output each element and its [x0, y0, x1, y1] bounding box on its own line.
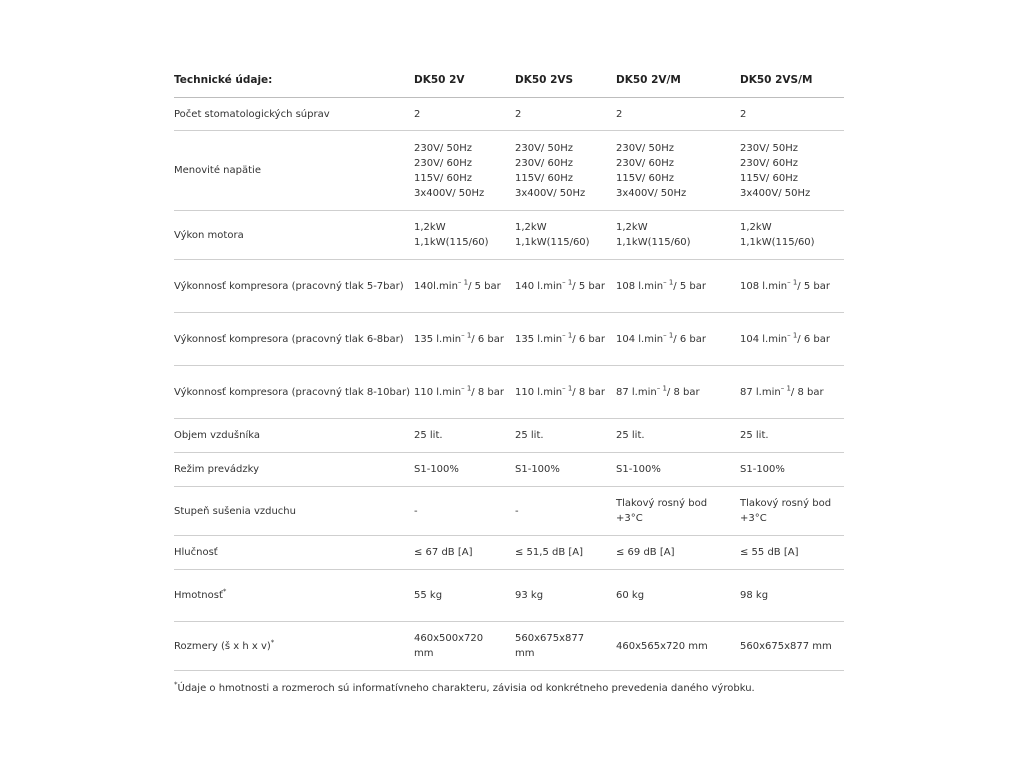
flow-cell: 108 $l.\min^{- 1}/$ 5 bar [740, 260, 844, 313]
cell-value: - [414, 487, 515, 536]
table-row [174, 419, 844, 453]
model-header: DK50 2V [414, 64, 515, 98]
cell-value: ≤ 55 dB [A] [740, 536, 844, 570]
cell-value: ≤ 69 dB [A] [616, 536, 740, 570]
cell-value: Tlakový rosný bod +3°C [740, 487, 844, 536]
flow-cell: 110 $l.\min^{- 1}/$ 8 bar [515, 366, 616, 419]
cell-value: 230V/ 50Hz 230V/ 60Hz 115V/ 60Hz 3x400V/ 50Hz [515, 131, 616, 211]
table-row [174, 453, 844, 487]
flow-cell: 104 $l.\min^{- 1}/$ 6 bar [616, 313, 740, 366]
cell-value: 560x675x877 mm [515, 622, 616, 671]
footnote-text: Údaje o hmotnosti a rozmeroch sú informatívneho charakteru, závisia od konkrétneho prevedenia daného výrobku. [177, 683, 755, 694]
flow-cell: 87 $l.\min^{- 1}/$ 8 bar [616, 366, 740, 419]
flow-cell: 135 $l.\min^{- 1}/$ 6 bar [515, 313, 616, 366]
cell-value: 25 lit. [414, 419, 515, 453]
cell-value: 60 kg [616, 570, 740, 622]
cell-value: 2 [616, 98, 740, 131]
header-label: Technické údaje: [174, 64, 414, 98]
cell-value: 230V/ 50Hz 230V/ 60Hz 115V/ 60Hz 3x400V/ 50Hz [414, 131, 515, 211]
row-label: Menovité napätie [174, 131, 414, 211]
table-row [174, 131, 844, 211]
flow-cell: 140 $l.\min^{- 1}/$ 5 bar [515, 260, 616, 313]
flow-cell: 108 $l.\min^{- 1}/$ 5 bar [616, 260, 740, 313]
cell-value: 2 [515, 98, 616, 131]
footnote [174, 680, 844, 694]
cell-value: 98 kg [740, 570, 844, 622]
cell-value: 2 [740, 98, 844, 131]
table-row [174, 98, 844, 131]
table-row [174, 570, 844, 622]
cell-value: 25 lit. [515, 419, 616, 453]
cell-value: 93 kg [515, 570, 616, 622]
row-label: Výkonnosť kompresora (pracovný tlak 6-8bar) [174, 313, 414, 366]
cell-value: 1,2kW 1,1kW(115/60) [414, 211, 515, 260]
table-row [174, 211, 844, 260]
model-header: DK50 2V/M [616, 64, 740, 98]
row-label: Stupeň sušenia vzduchu [174, 487, 414, 536]
cell-value: 25 lit. [740, 419, 844, 453]
cell-value: ≤ 51,5 dB [A] [515, 536, 616, 570]
table-row [174, 622, 844, 671]
table-row [174, 260, 844, 313]
cell-value: 25 lit. [616, 419, 740, 453]
cell-value: 1,2kW 1,1kW(115/60) [515, 211, 616, 260]
row-label: Rozmery (š x h x v)* [174, 622, 414, 671]
row-label: Počet stomatologických súprav [174, 98, 414, 131]
row-label: Výkonnosť kompresora (pracovný tlak 8-10bar) [174, 366, 414, 419]
cell-value: S1-100% [616, 453, 740, 487]
specs-table [174, 64, 844, 671]
technical-specs-document [174, 64, 844, 694]
cell-value: S1-100% [740, 453, 844, 487]
row-label: Výkonnosť kompresora (pracovný tlak 5-7bar) [174, 260, 414, 313]
cell-value: S1-100% [515, 453, 616, 487]
table-row [174, 487, 844, 536]
cell-value: 1,2kW 1,1kW(115/60) [740, 211, 844, 260]
table-row [174, 313, 844, 366]
cell-value: 460x500x720 mm [414, 622, 515, 671]
row-label: Hlučnosť [174, 536, 414, 570]
cell-value: 230V/ 50Hz 230V/ 60Hz 115V/ 60Hz 3x400V/ 50Hz [616, 131, 740, 211]
header-row [174, 64, 844, 98]
cell-value: S1-100% [414, 453, 515, 487]
flow-cell: 104 $l.\min^{- 1}/$ 6 bar [740, 313, 844, 366]
cell-value: - [515, 487, 616, 536]
row-label: Režim prevádzky [174, 453, 414, 487]
footnote-mark: * [174, 680, 178, 689]
cell-value: 560x675x877 mm [740, 622, 844, 671]
cell-value: 55 kg [414, 570, 515, 622]
table-row [174, 536, 844, 570]
row-label: Výkon motora [174, 211, 414, 260]
cell-value: ≤ 67 dB [A] [414, 536, 515, 570]
cell-value: 230V/ 50Hz 230V/ 60Hz 115V/ 60Hz 3x400V/ 50Hz [740, 131, 844, 211]
flow-cell: 87 $l.\min^{- 1}/$ 8 bar [740, 366, 844, 419]
table-row [174, 366, 844, 419]
cell-value: 2 [414, 98, 515, 131]
row-label: Objem vzdušníka [174, 419, 414, 453]
model-header: DK50 2VS [515, 64, 616, 98]
cell-value: Tlakový rosný bod +3°C [616, 487, 740, 536]
flow-cell: 110 $l.\min^{- 1}/$ 8 bar [414, 366, 515, 419]
cell-value: 1,2kW 1,1kW(115/60) [616, 211, 740, 260]
cell-value: 460x565x720 mm [616, 622, 740, 671]
flow-cell: $140l.\min^{- 1}/$ 5 bar [414, 260, 515, 313]
row-label: Hmotnosť* [174, 570, 414, 622]
model-header: DK50 2VS/M [740, 64, 844, 98]
flow-cell: 135 $l.\min^{- 1}/$ 6 bar [414, 313, 515, 366]
